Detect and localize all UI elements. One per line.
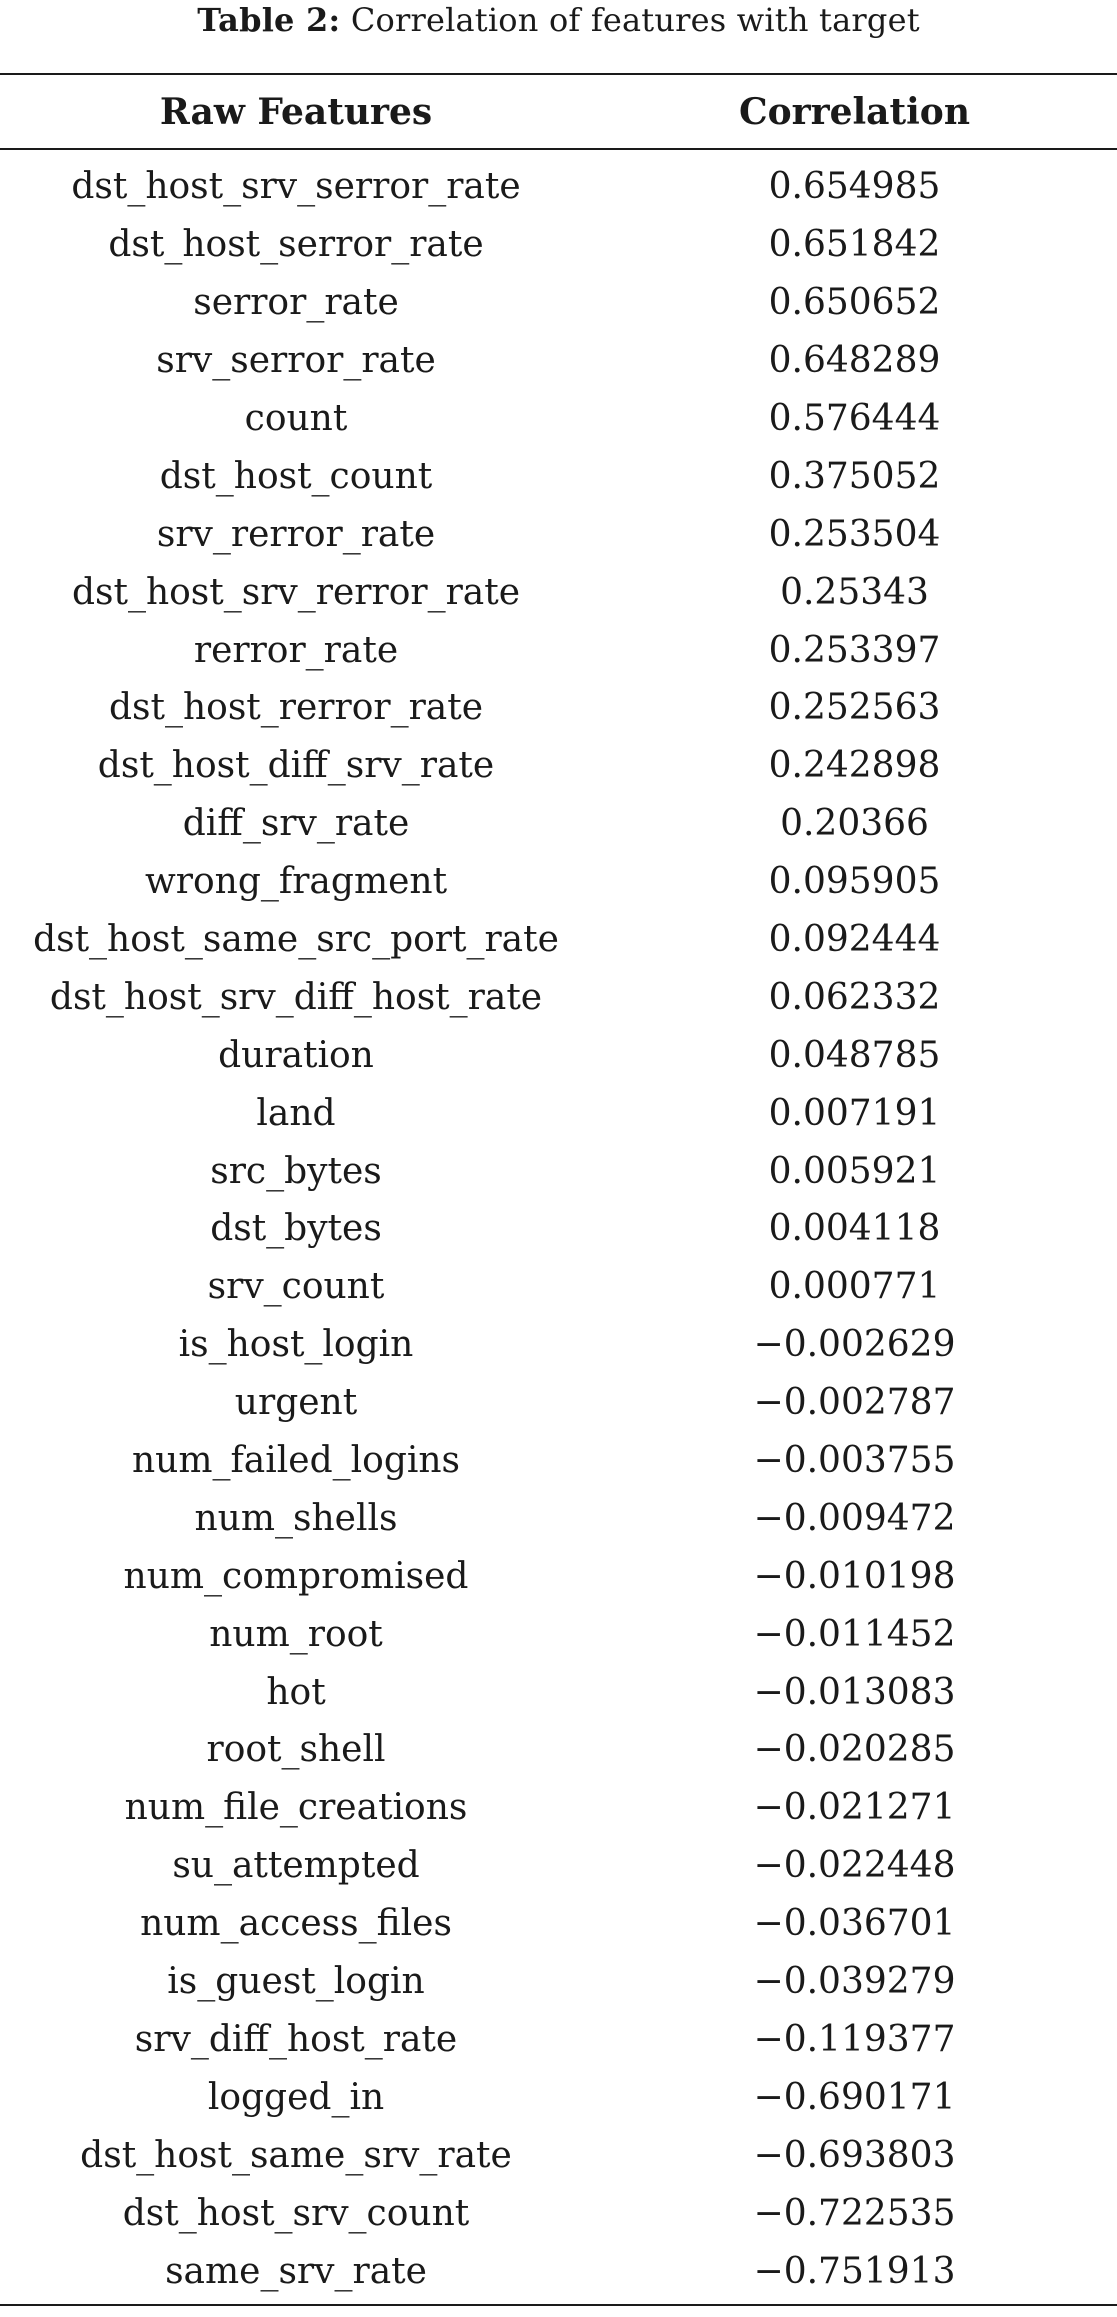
correlation-cell: −0.036701 [753,1903,956,1945]
table-row [0,1953,1117,2011]
correlation-cell: 0.062332 [768,976,941,1018]
table-row [0,505,1117,563]
table-row [0,1142,1117,1200]
correlation-cell: 0.252563 [768,687,941,729]
correlation-cell: −0.693803 [753,2134,956,2176]
table-row [0,216,1117,274]
table-row [0,2242,1117,2300]
table-row [0,1663,1117,1721]
correlation-cell: −0.690171 [753,2076,956,2118]
table-row [0,1605,1117,1663]
feature-cell: dst_host_count [159,455,433,497]
correlation-cell: 0.005921 [768,1150,941,1192]
table-row [0,968,1117,1026]
feature-cell: hot [266,1671,326,1713]
correlation-table [0,73,1117,2306]
correlation-cell: −0.119377 [753,2018,956,2060]
correlation-cell: 0.253397 [768,629,941,671]
table-caption-text: Correlation of features with target [350,1,920,39]
feature-cell: src_bytes [210,1150,382,1192]
feature-cell: serror_rate [193,282,399,324]
table-row [0,1837,1117,1895]
correlation-cell: −0.022448 [753,1845,956,1887]
table-row [0,2011,1117,2069]
feature-cell: land [256,1092,336,1134]
correlation-cell: −0.009472 [753,1497,956,1539]
feature-cell: su_attempted [172,1845,420,1887]
correlation-cell: 0.092444 [768,919,941,961]
correlation-cell: −0.003755 [753,1440,956,1482]
feature-cell: num_compromised [123,1555,469,1597]
feature-cell: dst_host_srv_rerror_rate [71,571,521,613]
table-row [0,2184,1117,2242]
feature-cell: dst_host_same_src_port_rate [33,919,559,961]
table-row [0,1084,1117,1142]
correlation-cell: −0.020285 [753,1729,956,1771]
feature-cell: num_file_creations [124,1787,468,1829]
header-raw-features: Raw Features [159,90,433,133]
table-row [0,274,1117,332]
feature-cell: srv_diff_host_rate [134,2018,458,2060]
table-row [0,1258,1117,1316]
feature-cell: srv_serror_rate [156,340,436,382]
table-row [0,332,1117,390]
feature-cell: duration [218,1034,374,1076]
table-row [0,2068,1117,2126]
feature-cell: dst_bytes [210,1208,382,1250]
correlation-cell: 0.004118 [768,1208,941,1250]
feature-cell: srv_count [207,1266,385,1308]
table-row [0,1489,1117,1547]
correlation-cell: 0.048785 [768,1034,941,1076]
feature-cell: diff_srv_rate [182,803,410,845]
correlation-cell: 0.650652 [768,282,941,324]
header-correlation: Correlation [739,90,970,133]
table-row [0,1316,1117,1374]
table-bottom-rule [0,2304,1117,2306]
feature-cell: num_failed_logins [131,1440,461,1482]
table-row [0,1779,1117,1837]
correlation-cell: 0.375052 [768,455,941,497]
feature-cell: dst_host_srv_diff_host_rate [49,976,543,1018]
table-row [0,1026,1117,1084]
correlation-cell: −0.011452 [753,1613,956,1655]
correlation-cell: −0.002787 [753,1382,956,1424]
correlation-cell: −0.002629 [753,1324,956,1366]
correlation-cell: 0.095905 [768,861,941,903]
feature-cell: dst_host_serror_rate [108,224,484,266]
table-row [0,795,1117,853]
correlation-cell: −0.010198 [753,1555,956,1597]
feature-cell: urgent [234,1382,358,1424]
feature-cell: dst_host_srv_count [122,2192,470,2234]
table-row [0,2126,1117,2184]
correlation-cell: 0.20366 [780,803,929,845]
table-caption [0,0,1117,40]
table-header-row [0,75,1117,148]
feature-cell: same_srv_rate [165,2250,427,2292]
correlation-cell: 0.25343 [780,571,929,613]
feature-cell: logged_in [207,2076,385,2118]
table-row [0,390,1117,448]
table-row [0,737,1117,795]
table-row [0,158,1117,216]
feature-cell: num_access_files [140,1903,452,1945]
table-body [0,150,1117,2304]
correlation-cell: 0.651842 [768,224,941,266]
correlation-cell: −0.021271 [753,1787,956,1829]
feature-cell: rerror_rate [193,629,399,671]
correlation-cell: −0.751913 [753,2250,956,2292]
table-caption-label: Table 2: [197,1,341,39]
table-row [0,1895,1117,1953]
correlation-cell: −0.722535 [753,2192,956,2234]
feature-cell: srv_rerror_rate [156,513,436,555]
correlation-cell: 0.242898 [768,745,941,787]
feature-cell: dst_host_rerror_rate [108,687,484,729]
feature-cell: num_shells [194,1497,398,1539]
feature-cell: is_guest_login [167,1961,425,2003]
correlation-cell: −0.039279 [753,1961,956,2003]
feature-cell: dst_host_srv_serror_rate [71,166,521,208]
correlation-cell: 0.576444 [768,398,941,439]
table-row [0,911,1117,969]
correlation-cell: 0.000771 [768,1266,941,1308]
table-row [0,1721,1117,1779]
table-row [0,679,1117,737]
table-row [0,853,1117,911]
table-row [0,1200,1117,1258]
table-row [0,1547,1117,1605]
feature-cell: is_host_login [178,1324,414,1366]
table-row [0,1374,1117,1432]
feature-cell: dst_host_diff_srv_rate [97,745,495,787]
feature-cell: root_shell [206,1729,386,1771]
table-row [0,563,1117,621]
feature-cell: wrong_fragment [144,861,448,903]
correlation-cell: 0.654985 [768,166,941,208]
table-row [0,1432,1117,1490]
feature-cell: num_root [209,1613,383,1655]
feature-cell: dst_host_same_srv_rate [80,2134,512,2176]
table-row [0,621,1117,679]
correlation-cell: 0.648289 [768,340,941,382]
correlation-cell: 0.007191 [768,1092,941,1134]
correlation-cell: −0.013083 [753,1671,956,1713]
correlation-cell: 0.253504 [768,513,941,555]
table-row [0,447,1117,505]
feature-cell: count [244,398,348,439]
